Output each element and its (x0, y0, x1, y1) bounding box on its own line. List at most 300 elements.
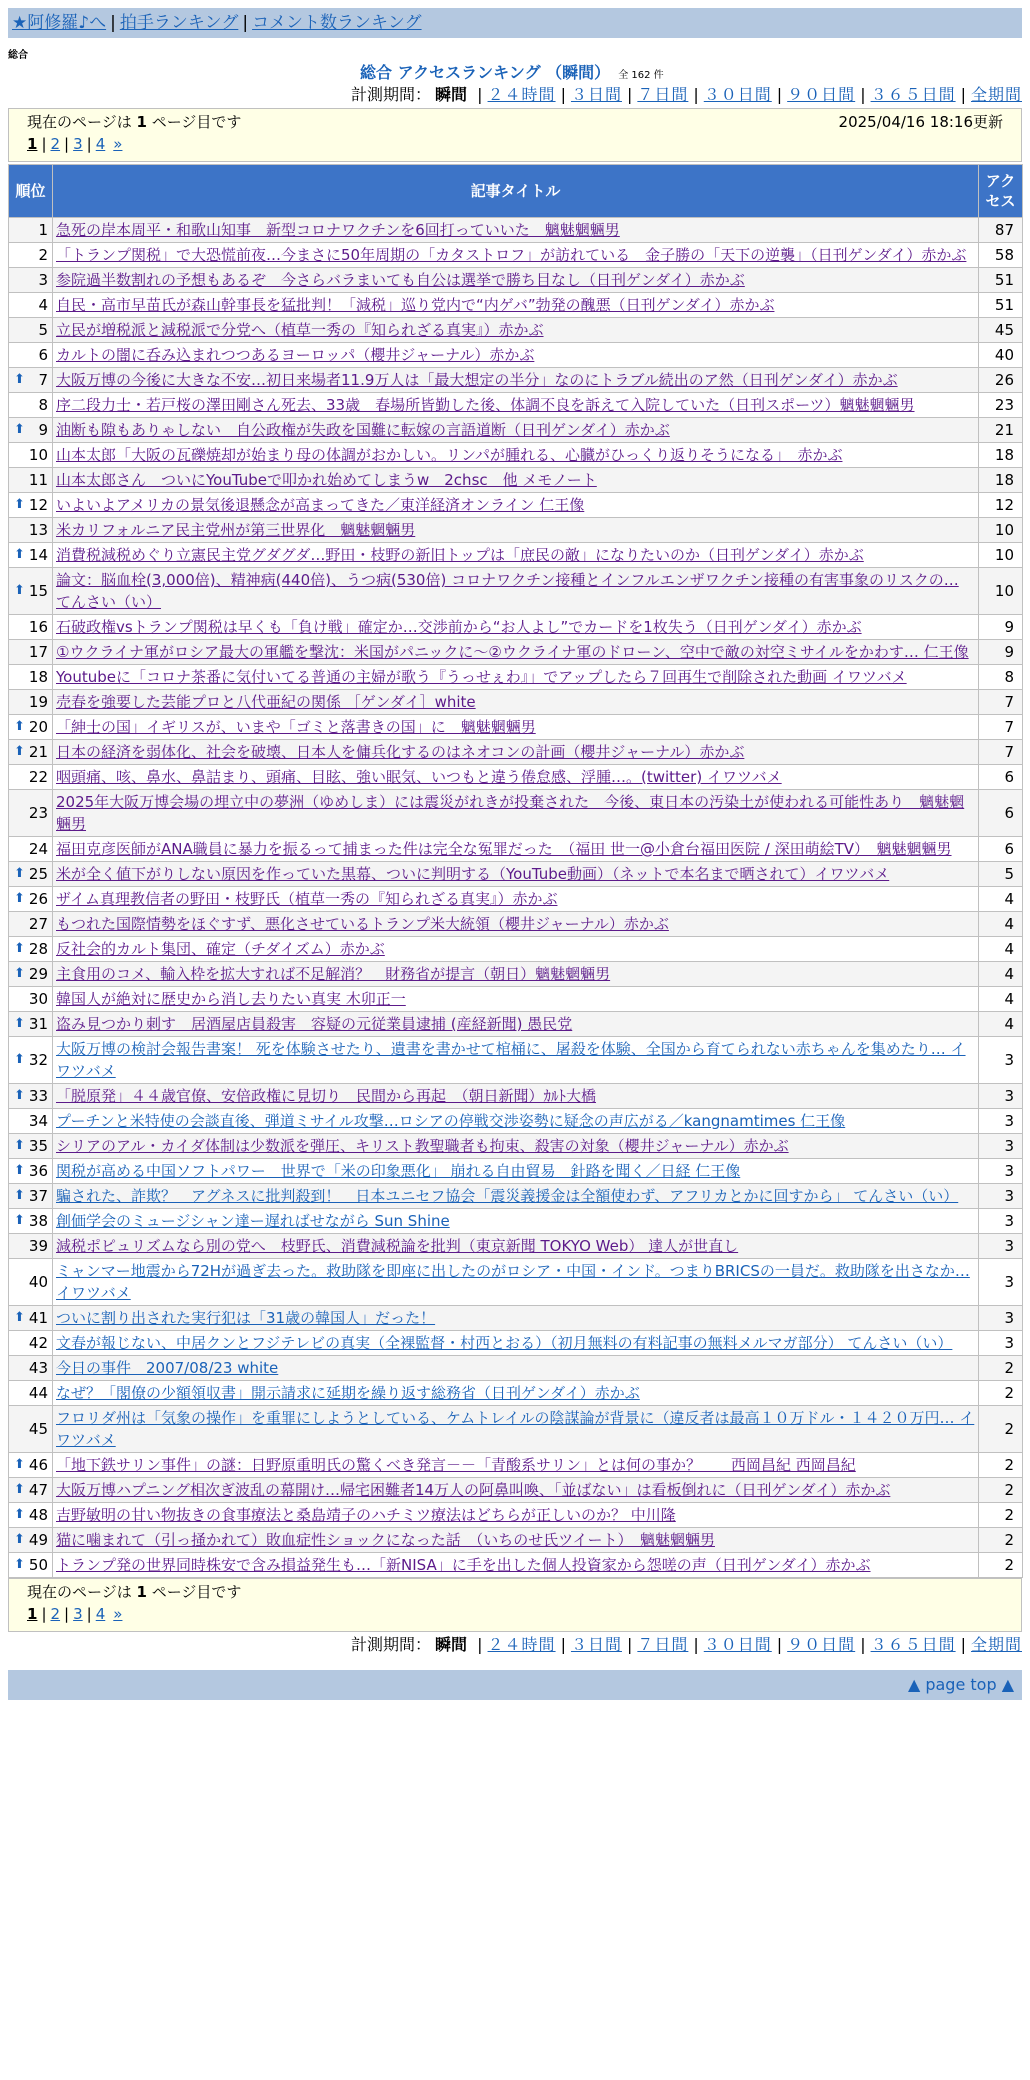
pagination-top (27, 133, 1003, 155)
period-separator: | (626, 85, 633, 104)
rank-up-icon: ⬆ (14, 1188, 25, 1203)
total-count: 全 162 件 (618, 70, 664, 81)
title-cell (53, 962, 979, 987)
table-row (9, 912, 1023, 937)
article-link[interactable]: 油断も隙もありゃしない 自公政権が失政を国難に転嫁の言語道断（日刊ゲンダイ）赤かぶ (56, 421, 670, 439)
table-row (9, 1084, 1023, 1109)
access-count: 26 (979, 368, 1023, 393)
table-row (9, 962, 1023, 987)
rank-cell (9, 765, 53, 790)
rank-number: 15 (28, 582, 48, 600)
title-cell (53, 1159, 979, 1184)
period-separator: | (960, 85, 966, 104)
title-cell (53, 1528, 979, 1553)
article-link[interactable]: 売春を強要した芸能プロと八代亜紀の関係 ［ゲンダイ］white (56, 693, 476, 711)
page-link[interactable]: 2 (50, 135, 61, 153)
title-cell (53, 443, 979, 468)
rank-cell (9, 987, 53, 1012)
title-cell (53, 715, 979, 740)
table-row (9, 690, 1023, 715)
title-cell (53, 887, 979, 912)
access-count: 3 (979, 1331, 1023, 1356)
title-cell (53, 1234, 979, 1259)
table-row (9, 790, 1023, 837)
table-row (9, 368, 1023, 393)
table-row (9, 1356, 1023, 1381)
table-row (9, 1503, 1023, 1528)
page-title: 総合 アクセスランキング （瞬間） 全 162 件 (360, 63, 664, 82)
access-count: 51 (979, 268, 1023, 293)
title-cell (53, 1553, 979, 1578)
article-link[interactable]: 石破政権vsトランプ関税は早くも「負け戦」確定か…交渉前から“お人よし”でカードを1枚失う（日刊ゲンダイ）赤かぶ (56, 618, 862, 636)
period-current: 瞬間 (435, 85, 468, 104)
title-cell (53, 1037, 979, 1084)
article-link[interactable]: なぜ？「閣僚の少額領収書」開示請求に延期を繰り返す総務省（日刊ゲンダイ）赤かぶ (56, 1384, 640, 1402)
rank-cell (9, 790, 53, 837)
title-cell (53, 640, 979, 665)
article-link[interactable]: 大阪万博の今後に大きな不安…初日来場者11.9万人は「最大想定の半分」なのにトラブル続出のア然（日刊ゲンダイ）赤かぶ (56, 371, 898, 389)
article-link[interactable]: 盗み見つかり刺す 居酒屋店員殺害 容疑の元従業員逮捕 (産経新聞) 愚民党 (56, 1015, 573, 1033)
title-cell (53, 1012, 979, 1037)
rank-number: 35 (28, 1137, 48, 1155)
rank-number: 3 (38, 271, 48, 289)
rank-cell (9, 862, 53, 887)
nav-separator: | (110, 13, 116, 33)
period-link[interactable]: ３日間 (570, 1635, 622, 1654)
period-link[interactable]: ９０日間 (787, 85, 856, 104)
rank-number: 11 (28, 471, 48, 489)
rank-cell (9, 1037, 53, 1084)
rank-number: 44 (28, 1384, 48, 1402)
article-link[interactable]: ついに割り出された実行犯は「31歳の韓国人」だった！ (56, 1309, 436, 1327)
article-link[interactable]: ザイム真理教信者の野田・枝野氏（植草一秀の『知られざる真実』）赤かぶ (56, 890, 558, 908)
rank-cell (9, 393, 53, 418)
rank-number: 2 (38, 246, 48, 264)
rank-number: 40 (28, 1273, 48, 1291)
title-cell (53, 1503, 979, 1528)
rank-number: 25 (28, 865, 48, 883)
rank-number: 17 (28, 643, 48, 661)
article-link[interactable]: 「トランプ関税」で大恐慌前夜…今まさに50年周期の「カタストロフ」が訪れている 金子勝の「天下の逆襲」（日刊ゲンダイ）赤かぶ (56, 246, 967, 264)
rank-cell (9, 1209, 53, 1234)
article-link[interactable]: 序二段力士・若戸桜の澤田剛さん死去、33歳 春場所皆勤した後、体調不良を訴えて入院していた（日刊スポーツ）魑魅魍魎男 (56, 396, 915, 414)
period-link[interactable]: ３６５日間 (870, 1635, 956, 1654)
access-count: 4 (979, 912, 1023, 937)
access-count: 3 (979, 1234, 1023, 1259)
article-link[interactable]: 騙された、詐欺？ アグネスに批判殺到！ 日本ユニセフ協会「震災義援金は全額使わず、アフリカとかに回すから」 てんさい（い） (56, 1187, 959, 1205)
rank-cell (9, 1159, 53, 1184)
title-cell (53, 468, 979, 493)
article-link[interactable]: 吉野敏明の甘い物抜きの食事療法と桑島靖子のハチミツ療法はどちらが正しいのか？ 中川隆 (56, 1506, 676, 1524)
rank-cell (9, 1406, 53, 1453)
article-link[interactable]: 福田克彦医師がANA職員に暴力を振るって捕まった件は完全な冤罪だった （福田 世一@小倉台福田医院 / 深田萌絵TV） 魑魅魍魎男 (56, 840, 952, 858)
rank-cell (9, 937, 53, 962)
period-separator: | (860, 1635, 866, 1654)
article-link[interactable]: 消費税減税めぐり立憲民主党グダグダ…野田・枝野の新旧トップは「庶民の敵」になりたいのか（日刊ゲンダイ）赤かぶ (56, 546, 864, 564)
period-link[interactable]: ９０日間 (787, 1635, 856, 1654)
article-link[interactable]: 急死の岸本周平・和歌山知事 新型コロナワクチンを6回打っていいた 魑魅魍魎男 (56, 221, 620, 239)
rank-number: 38 (28, 1212, 48, 1230)
article-link[interactable]: 「脱原発」４４歳官僚、安倍政権に見切り 民間から再起 （朝日新聞）ｶﾙﾄ大橋 (56, 1087, 597, 1105)
title-cell (53, 318, 979, 343)
page-status: 現在のページは 1 ページ目です (27, 1583, 242, 1601)
rank-up-icon: ⬆ (14, 1310, 25, 1325)
article-link[interactable]: もつれた国際情勢をほぐすず、悪化させているトランプ米大統領（櫻井ジャーナル）赤かぶ (56, 915, 669, 933)
rank-up-icon: ⬆ (14, 941, 25, 956)
table-row (9, 1478, 1023, 1503)
access-count: 3 (979, 1109, 1023, 1134)
title-cell (53, 1109, 979, 1134)
article-link[interactable]: ミャンマー地震から72Hが過ぎ去った。救助隊を即座に出したのがロシア・中国・インド。つまりBRICSの一員だ。救助隊を出さなか… イワツバメ (56, 1262, 970, 1302)
article-link[interactable]: プーチンと米特使の会談直後、弾道ミサイル攻撃…ロシアの停戦交渉姿勢に疑念の声広がる／kangnamtimes 仁王像 (56, 1112, 846, 1130)
rank-number: 8 (38, 396, 48, 414)
period-separator: | (776, 85, 783, 104)
period-separator: | (776, 1635, 783, 1654)
rank-cell (9, 293, 53, 318)
rank-number: 32 (28, 1051, 48, 1069)
period-link[interactable]: ３０日間 (703, 85, 772, 104)
article-link[interactable]: 参院過半数割れの予想もあるぞ 今さらバラまいても自公は選挙で勝ち目なし（日刊ゲンダイ）赤かぶ (56, 271, 745, 289)
title-cell (53, 1356, 979, 1381)
rank-number: 7 (38, 371, 48, 389)
rank-number: 43 (28, 1359, 48, 1377)
page-info-bottom (8, 1578, 1022, 1632)
rank-cell (9, 690, 53, 715)
page-top-link[interactable]: ▲ page top ▲ (907, 1675, 1014, 1694)
table-row (9, 268, 1023, 293)
title-cell (53, 1209, 979, 1234)
access-count: 2 (979, 1478, 1023, 1503)
rank-number: 1 (38, 221, 48, 239)
article-link[interactable]: 「紳士の国」イギリスが、いまや「ゴミと落書きの国」に 魑魅魍魎男 (56, 718, 536, 736)
rank-cell (9, 218, 53, 243)
access-count: 2 (979, 1528, 1023, 1553)
title-cell (53, 543, 979, 568)
table-row (9, 837, 1023, 862)
access-count: 9 (979, 615, 1023, 640)
rank-cell (9, 243, 53, 268)
rank-up-icon: ⬆ (14, 866, 25, 881)
home-link[interactable]: ★阿修羅♪へ (12, 13, 107, 33)
clap-ranking-link[interactable]: 拍手ランキング (119, 13, 239, 33)
table-row (9, 1406, 1023, 1453)
rank-up-icon: ⬆ (14, 372, 25, 387)
rank-cell (9, 318, 53, 343)
title-cell (53, 765, 979, 790)
access-count: 4 (979, 1012, 1023, 1037)
title-cell (53, 493, 979, 518)
article-link[interactable]: 韓国人が絶対に歴史から消し去りたい真実 木卯正一 (56, 990, 406, 1008)
access-count: 7 (979, 715, 1023, 740)
period-link[interactable]: ３０日間 (703, 1635, 772, 1654)
rank-number: 6 (38, 346, 48, 364)
rank-cell (9, 418, 53, 443)
table-row (9, 1453, 1023, 1478)
page-separator: | (64, 135, 70, 153)
access-count: 3 (979, 1209, 1023, 1234)
table-row (9, 543, 1023, 568)
page-separator: | (86, 1605, 92, 1623)
period-link[interactable]: ３６５日間 (870, 85, 956, 104)
rank-up-icon: ⬆ (14, 422, 25, 437)
rank-number: 5 (38, 321, 48, 339)
table-row (9, 1259, 1023, 1306)
access-count: 2 (979, 1406, 1023, 1453)
title-cell (53, 343, 979, 368)
article-link[interactable]: 減税ポピュリズムなら別の党へ 枝野氏、消費減税論を批判（東京新聞 TOKYO Web） 達人が世直し (56, 1237, 739, 1255)
rank-number: 41 (28, 1309, 48, 1327)
title-cell (53, 615, 979, 640)
access-count: 40 (979, 343, 1023, 368)
rank-number: 18 (28, 668, 48, 686)
rank-cell (9, 1109, 53, 1134)
rank-up-icon: ⬆ (14, 1507, 25, 1522)
rank-number: 21 (28, 743, 48, 761)
article-link[interactable]: 自民・高市早苗氏が森山幹事長を猛批判！「減税」巡り党内で“内ゲバ”勃発の醜悪（日刊ゲンダイ）赤かぶ (56, 296, 775, 314)
rank-cell (9, 1528, 53, 1553)
period-separator: | (477, 1635, 483, 1654)
rank-cell (9, 1503, 53, 1528)
article-link[interactable]: 主食用のコメ、輸入枠を拡大すれば不足解消？ 財務省が提言（朝日）魑魅魍魎男 (56, 965, 611, 983)
rank-number: 50 (28, 1556, 48, 1574)
rank-number: 4 (38, 296, 48, 314)
access-count: 3 (979, 1184, 1023, 1209)
table-row (9, 1209, 1023, 1234)
table-row (9, 1184, 1023, 1209)
page-status: 現在のページは 1 ページ目です (27, 113, 242, 131)
title-cell (53, 1406, 979, 1453)
access-count: 4 (979, 962, 1023, 987)
period-link[interactable]: ７日間 (637, 1635, 689, 1654)
rank-number: 36 (28, 1162, 48, 1180)
rank-number: 22 (28, 768, 48, 786)
title-cell (53, 1259, 979, 1306)
period-separator: | (960, 1635, 966, 1654)
page-link[interactable]: 2 (50, 1605, 61, 1623)
article-link[interactable]: 論文：脳血栓(3,000倍)、精神病(440倍)、うつ病(530倍) コロナワクチン接種とインフルエンザワクチン接種の有害事象のリスクの… てんさい（い） (56, 571, 959, 611)
title-cell (53, 418, 979, 443)
rank-cell (9, 1012, 53, 1037)
rank-number: 13 (28, 521, 48, 539)
access-count: 2 (979, 1381, 1023, 1406)
article-link[interactable]: 反社会的カルト集団、確定（チダイズム）赤かぶ (56, 940, 385, 958)
table-row (9, 468, 1023, 493)
page-next-link[interactable]: » (113, 1605, 123, 1623)
table-row (9, 518, 1023, 543)
period-link[interactable]: 全期間 (970, 1635, 1022, 1654)
rank-cell (9, 268, 53, 293)
rank-cell (9, 640, 53, 665)
page-current: 1 (27, 135, 38, 153)
period-link[interactable]: ７日間 (637, 85, 689, 104)
page-link[interactable]: 4 (95, 135, 106, 153)
article-link[interactable]: 咽頭痛、咳、鼻水、鼻詰まり、頭痛、目眩、強い眠気、いつもと違う倦怠感、浮腫…。(twitter) イワツバメ (56, 768, 782, 786)
title-cell (53, 368, 979, 393)
title-cell (53, 1331, 979, 1356)
title-cell (53, 243, 979, 268)
article-link[interactable]: 2025年大阪万博会場の埋立中の夢洲（ゆめしま）には震災がれきが投棄された 今後、東日本の汚染土が使われる可能性あり 魑魅魍魎男 (56, 793, 965, 833)
article-link[interactable]: フロリダ州は「気象の操作」を重罪にしようとしている、ケムトレイルの陰謀論が背景に（違反者は最高１０万ドル・１４２０万円… イワツバメ (56, 1409, 975, 1449)
table-row (9, 987, 1023, 1012)
period-separator: | (693, 85, 699, 104)
article-link[interactable]: シリアのアル・カイダ体制は少数派を弾圧、キリスト教聖職者も拘束、殺害の対象（櫻井ジャーナル）赤かぶ (56, 1137, 789, 1155)
table-row (9, 615, 1023, 640)
rank-up-icon: ⬆ (14, 744, 25, 759)
rank-cell (9, 1381, 53, 1406)
page-separator: | (86, 135, 92, 153)
period-separator: | (693, 1635, 699, 1654)
article-link[interactable]: 大阪万博ハプニング相次ぎ波乱の幕開け…帰宅困難者14万人の阿鼻叫喚、「並ばない」は看板倒れに（日刊ゲンダイ）赤かぶ (56, 1481, 891, 1499)
title-cell (53, 1134, 979, 1159)
period-link[interactable]: ２４時間 (487, 85, 556, 104)
header-title: 記事タイトル (53, 165, 979, 218)
rank-number: 30 (28, 990, 48, 1008)
article-link[interactable]: Youtubeに「コロナ茶番に気付いてる普通の主婦が歌う『うっせぇわ』」でアップしたら７回再生で削除された動画 イワツバメ (56, 668, 907, 686)
access-count: 3 (979, 1159, 1023, 1184)
title-cell (53, 268, 979, 293)
article-link[interactable]: 山本太郎さん ついにYouTubeで叩かれ始めてしまうw 2chsc 他 メモノート (56, 471, 597, 489)
rank-number: 47 (28, 1481, 48, 1499)
article-link[interactable]: 今日の事件 2007/08/23 white (56, 1359, 279, 1377)
rank-number: 28 (28, 940, 48, 958)
rank-cell (9, 715, 53, 740)
table-row (9, 1012, 1023, 1037)
table-row (9, 1159, 1023, 1184)
title-cell (53, 1184, 979, 1209)
header-access: アクセス (979, 165, 1023, 218)
rank-up-icon: ⬆ (14, 1163, 25, 1178)
title-cell (53, 740, 979, 765)
page-next-link[interactable]: » (113, 135, 123, 153)
title-cell (53, 690, 979, 715)
page-separator: | (64, 1605, 70, 1623)
access-count: 18 (979, 443, 1023, 468)
title-cell (53, 987, 979, 1012)
comment-ranking-link[interactable]: コメント数ランキング (252, 13, 422, 33)
article-link[interactable]: 立民が増税派と減税派で分党へ（植草一秀の『知られざる真実』）赤かぶ (56, 321, 544, 339)
article-link[interactable]: いよいよアメリカの景気後退懸念が高まってきた／東洋経済オンライン 仁王像 (56, 496, 585, 514)
article-link[interactable]: 山本太郎「大阪の瓦礫焼却が始まり母の体調がおかしい。リンパが腫れる、心臓がひっくり返りそうになる」 赤かぶ (56, 446, 843, 464)
rank-cell (9, 912, 53, 937)
rank-number: 9 (38, 421, 48, 439)
title-cell (53, 665, 979, 690)
table-row (9, 715, 1023, 740)
table-row (9, 1134, 1023, 1159)
access-count: 7 (979, 690, 1023, 715)
article-link[interactable]: 文春が報じない、中居クンとフジテレビの真実（全裸監督・村西とおる）（初月無料の有料記事の無料メルマガ部分） てんさい（い） (56, 1334, 953, 1352)
period-link[interactable]: ３日間 (570, 85, 622, 104)
rank-up-icon: ⬆ (14, 1016, 25, 1031)
pagination-bottom (27, 1603, 1003, 1625)
top-nav-bar (8, 8, 1022, 38)
table-row (9, 343, 1023, 368)
rank-cell (9, 493, 53, 518)
rank-number: 16 (28, 618, 48, 636)
rank-number: 29 (28, 965, 48, 983)
article-link[interactable]: 米カリフォルニア民主党州が第三世界化 魑魅魍魎男 (56, 521, 416, 539)
rank-number: 49 (28, 1531, 48, 1549)
access-count: 3 (979, 1084, 1023, 1109)
rank-number: 46 (28, 1456, 48, 1474)
rank-number: 34 (28, 1112, 48, 1130)
title-cell (53, 837, 979, 862)
table-row (9, 640, 1023, 665)
rank-cell (9, 443, 53, 468)
title-cell (53, 912, 979, 937)
period-selector-bottom: 計測期間： 瞬間 | ２４時間 | ３日間 | ７日間 | ３０日間 | ９０日間 | ３６５日間 | 全期間 (351, 1635, 1022, 1654)
rank-cell (9, 1234, 53, 1259)
table-row (9, 1528, 1023, 1553)
rank-cell (9, 1331, 53, 1356)
article-link[interactable]: 米が全く値下がりしない原因を作っていた黒幕、ついに判明する（YouTube動画）（ネットで本名まで晒されて）イワツバメ (56, 865, 890, 883)
rank-up-icon: ⬆ (14, 1532, 25, 1547)
page-link[interactable]: 4 (95, 1605, 106, 1623)
rank-up-icon: ⬆ (14, 1138, 25, 1153)
article-link[interactable]: 「地下鉄サリン事件」の謎：日野原重明氏の驚くべき発言－－「青酸系サリン」とは何の事か？ 西岡昌紀 西岡昌紀 (56, 1456, 856, 1474)
rank-cell (9, 1306, 53, 1331)
rank-number: 27 (28, 915, 48, 933)
rank-number: 42 (28, 1334, 48, 1352)
access-count: 6 (979, 790, 1023, 837)
access-count: 23 (979, 393, 1023, 418)
ranking-table (8, 164, 1023, 1578)
rank-cell (9, 543, 53, 568)
article-link[interactable]: 猫に噛まれて（引っ掻かれて）敗血症性ショックになった話 （いちのせ氏ツイート） 魑魅魍魎男 (56, 1531, 715, 1549)
table-row (9, 887, 1023, 912)
table-row (9, 1306, 1023, 1331)
access-count: 2 (979, 1453, 1023, 1478)
rank-up-icon: ⬆ (14, 891, 25, 906)
article-link[interactable]: 創価学会のミュージシャン達ー遅ればせながら Sun Shine (56, 1212, 450, 1230)
period-current: 瞬間 (435, 1635, 468, 1654)
rank-number: 10 (28, 446, 48, 464)
access-count: 2 (979, 1356, 1023, 1381)
access-count: 3 (979, 1306, 1023, 1331)
rank-number: 45 (28, 1420, 48, 1438)
table-row (9, 765, 1023, 790)
article-link[interactable]: 日本の経済を弱体化、社会を破壊、日本人を傭兵化するのはネオコンの計画（櫻井ジャーナル）赤かぶ (56, 743, 745, 761)
table-row (9, 937, 1023, 962)
table-row (9, 218, 1023, 243)
article-link[interactable]: 関税が高める中国ソフトパワー 世界で「米の印象悪化」 崩れる自由貿易 針路を聞く／日経 仁王像 (56, 1162, 741, 1180)
period-selector-top: 計測期間： 瞬間 | ２４時間 | ３日間 | ７日間 | ３０日間 | ９０日間 | ３６５日間 | 全期間 (351, 85, 1022, 104)
article-link[interactable]: トランプ発の世界同時株安で含み損益発生も…「新NISA」に手を出した個人投資家から怨嗟の声（日刊ゲンダイ）赤かぶ (56, 1556, 871, 1574)
title-cell (53, 393, 979, 418)
table-row (9, 1331, 1023, 1356)
access-count: 9 (979, 640, 1023, 665)
table-row (9, 1553, 1023, 1578)
page-link[interactable]: 3 (73, 135, 83, 153)
rank-cell (9, 962, 53, 987)
table-row (9, 862, 1023, 887)
access-count: 3 (979, 1037, 1023, 1084)
period-link[interactable]: ２４時間 (487, 1635, 556, 1654)
article-link[interactable]: 大阪万博の検討会報告書案！ 死を体験させたり、遺書を書かせて棺桶に、屠殺を体験、全国から育てられない赤ちゃんを集めたり… イワツバメ (56, 1040, 966, 1080)
footer-bar (8, 1670, 1022, 1700)
table-row (9, 1381, 1023, 1406)
access-count: 10 (979, 543, 1023, 568)
table-row (9, 318, 1023, 343)
title-cell (53, 1306, 979, 1331)
article-link[interactable]: ①ウクライナ軍がロシア最大の軍艦を撃沈：米国がパニックに～②ウクライナ軍のドローン、空中で敵の対空ミサイルをかわす… 仁王像 (56, 643, 969, 661)
page-separator: | (41, 135, 47, 153)
period-link[interactable]: 全期間 (970, 85, 1022, 104)
page-separator: | (41, 1605, 47, 1623)
title-cell (53, 1381, 979, 1406)
rank-number: 24 (28, 840, 48, 858)
page-link[interactable]: 3 (73, 1605, 83, 1623)
article-link[interactable]: カルトの闇に呑み込まれつつあるヨーロッパ（櫻井ジャーナル）赤かぶ (56, 346, 535, 364)
